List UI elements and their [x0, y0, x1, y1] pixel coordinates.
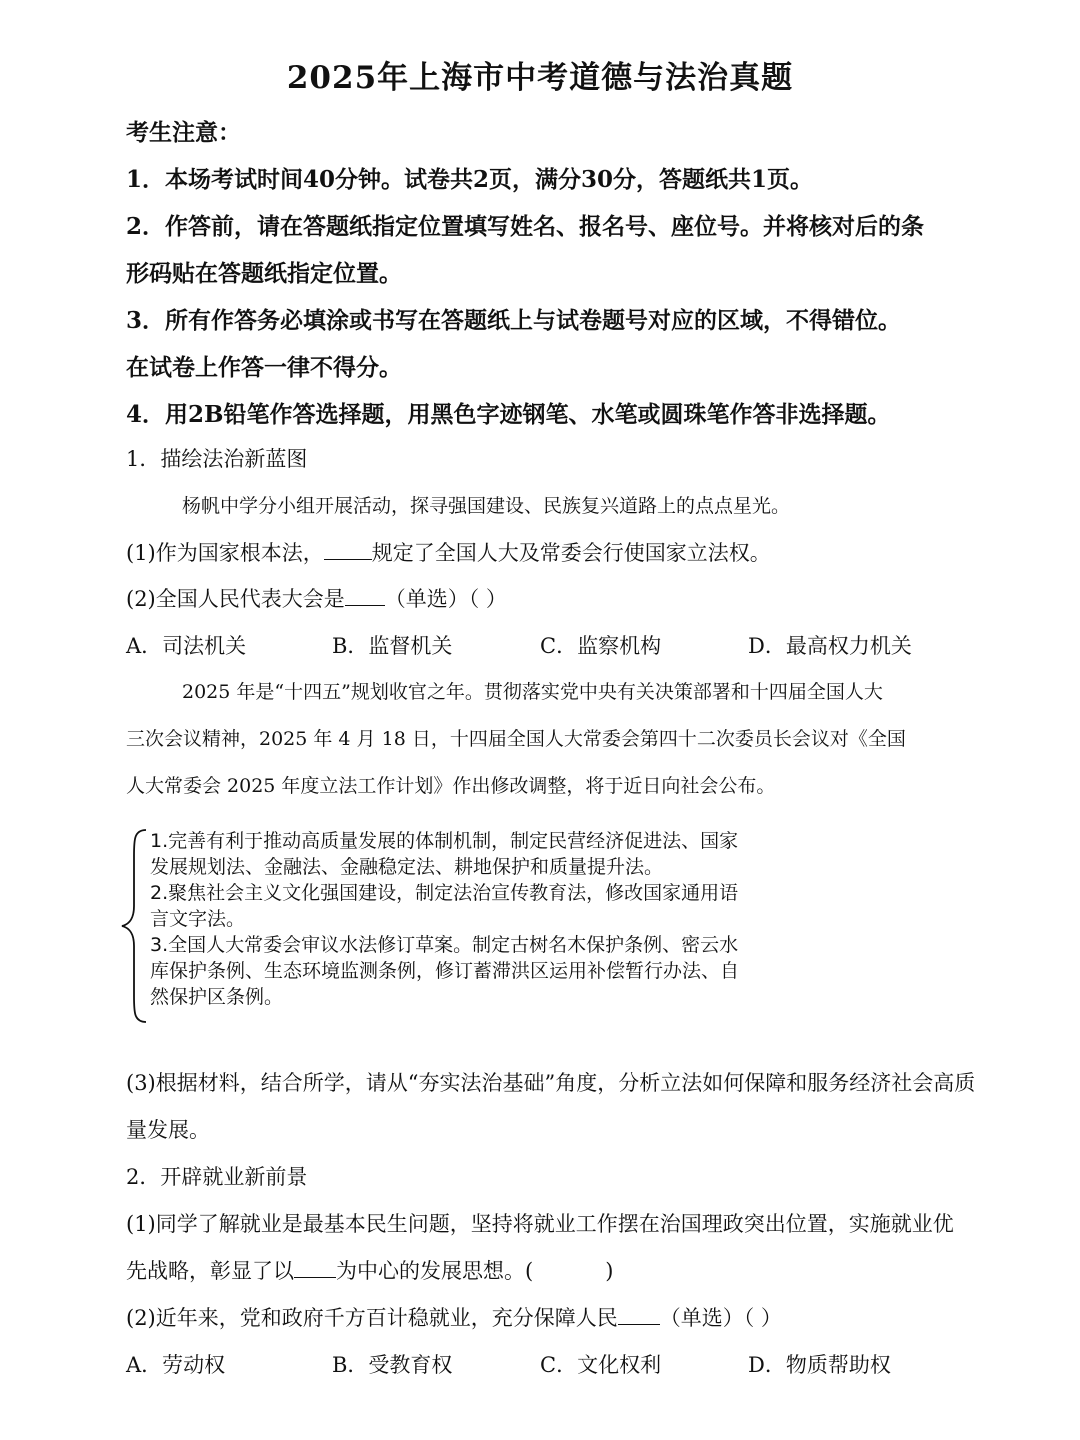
option-c[interactable]: C．文化权利	[540, 1353, 662, 1377]
q2-sub2-text-a: (2)近年来，党和政府千方百计稳就业，充分保障人民	[126, 1306, 618, 1331]
material-line-2: 三次会议精神，2025 年 4 月 18 日，十四届全国人大常委会第四十二次委员长会议对《全国	[126, 728, 906, 750]
notice-line-5: 在试卷上作答一律不得分。	[126, 354, 402, 381]
notice-line-6: 4．用2B铅笔作答选择题，用黑色字迹钢笔、水笔或圆珠笔作答非选择题。	[126, 401, 891, 428]
option-a[interactable]: A．劳动权	[126, 1353, 226, 1377]
option-a[interactable]: A．司法机关	[126, 634, 247, 658]
q1-sub2-text-b: （单选）（ ）	[384, 587, 507, 612]
question-1-intro: 杨帆中学分小组开展活动，探寻强国建设、民族复兴道路上的点点星光。	[182, 495, 791, 517]
plan-item-3: 3.全国人大常委会审议水法修订草案。制定古树名木保护条例、密云水库保护条例、生态环境监测条例，修订蓄滞洪区运用补偿暂行办法、自然保护区条例。	[150, 934, 740, 1008]
q1-sub1-text-b: 规定了全国人大及常委会行使国家立法权。	[371, 541, 771, 566]
q2-sub1-text-c: )	[605, 1259, 614, 1284]
q2-sub2-text-b: （单选）（ ）	[659, 1306, 782, 1331]
material-line-3: 人大常委会 2025 年度立法工作计划》作出修改调整，将于近日向社会公布。	[126, 775, 776, 797]
question-1-sub-1	[126, 537, 771, 567]
notice-line-3: 形码贴在答题纸指定位置。	[126, 260, 402, 287]
q2-sub1-text-b: 为中心的发展思想。(	[336, 1259, 534, 1284]
notice-line-4: 3．所有作答务必填涂或书写在答题纸上与试卷题号对应的区域，不得错位。	[126, 307, 902, 334]
answer-blank[interactable]	[618, 1302, 660, 1325]
question-1-sub-2	[126, 583, 507, 613]
plan-item-2: 2.聚焦社会主义文化强国建设，制定法治宣传教育法，修改国家通用语言文字法。	[150, 882, 739, 930]
question-1-sub-3-line-1: (3)根据材料，结合所学，请从“夯实法治基础”角度，分析立法如何保障和服务经济社会高质	[126, 1071, 976, 1095]
option-d[interactable]: D．物质帮助权	[748, 1353, 891, 1377]
q2-sub1-text-a: 先战略，彰显了以	[126, 1259, 294, 1284]
page-title: 2025年上海市中考道德与法治真题	[286, 60, 794, 96]
option-d[interactable]: D．最高权力机关	[748, 634, 912, 658]
notice-heading: 考生注意：	[126, 119, 241, 146]
question-2-sub-2	[126, 1302, 782, 1332]
notice-line-2: 2．作答前，请在答题纸指定位置填写姓名、报名号、座位号。并将核对后的条	[126, 213, 925, 240]
answer-blank[interactable]	[324, 537, 372, 560]
option-b[interactable]: B．受教育权	[332, 1353, 453, 1377]
answer-blank[interactable]	[345, 583, 385, 606]
curly-brace-icon	[118, 826, 150, 1026]
question-2-sub-1-line-1: (1)同学了解就业是最基本民生问题，坚持将就业工作摆在治国理政突出位置，实施就业优	[126, 1212, 954, 1236]
answer-blank[interactable]	[294, 1255, 336, 1278]
question-2-sub-1-line-2	[126, 1255, 613, 1285]
notice-line-1: 1．本场考试时间40分钟。试卷共2页，满分30分，答题纸共1页。	[126, 166, 814, 193]
question-1-sub-3-line-2: 量发展。	[126, 1118, 210, 1142]
q1-sub1-text-a: (1)作为国家根本法，	[126, 541, 324, 566]
option-b[interactable]: B．监督机关	[332, 634, 453, 658]
q1-sub2-text-a: (2)全国人民代表大会是	[126, 587, 345, 612]
material-line-1: 2025 年是“十四五”规划收官之年。贯彻落实党中央有关决策部署和十四届全国人大	[182, 681, 883, 703]
option-c[interactable]: C．监察机构	[540, 634, 662, 658]
question-1-heading: 1．描绘法治新蓝图	[126, 447, 308, 471]
legislation-plan-list	[150, 828, 740, 1010]
plan-item-1: 1.完善有利于推动高质量发展的体制机制，制定民营经济促进法、国家发展规划法、金融法、金融稳定法、耕地保护和质量提升法。	[150, 830, 739, 878]
question-2-heading: 2．开辟就业新前景	[126, 1165, 308, 1189]
